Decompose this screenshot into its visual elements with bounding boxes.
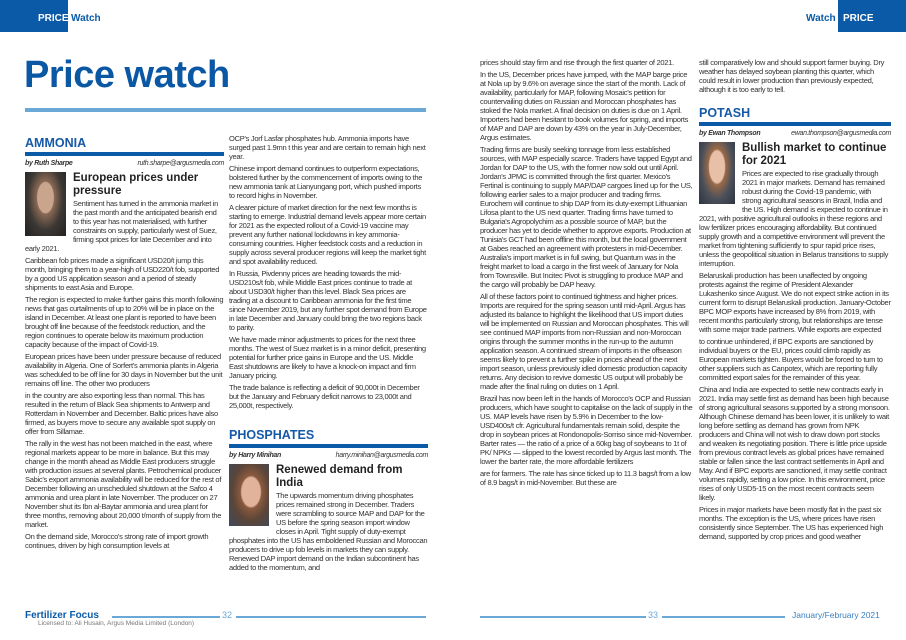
- page-title: Price watch: [24, 54, 230, 96]
- section-heading-phosphates: PHOSPHATES: [229, 428, 315, 442]
- footer-rule: [236, 616, 426, 618]
- author: by Harry Minihan: [229, 452, 281, 459]
- header-price-label-left: PRICE: [38, 13, 69, 24]
- author-photo: [25, 172, 66, 236]
- header-price-label-right: PRICE: [843, 13, 874, 24]
- paragraph: prices should stay firm and rise through the first quarter of 2021.: [480, 58, 674, 67]
- title-rule: [25, 108, 426, 112]
- footer-rule: [112, 616, 220, 618]
- paragraph: Sentiment has turned in the ammonia market in the past month and the anticipated bearish end to this year has not materialised, with further constraints on supply, particularly west of Suez, firming spot prices for late December and into early 2021.: [25, 199, 219, 253]
- issue-date: January/February 2021: [792, 610, 880, 620]
- section-heading-ammonia: AMMONIA: [25, 136, 87, 150]
- column-1: [25, 136, 224, 553]
- page-number-left: 32: [222, 610, 233, 620]
- author-photo: [699, 142, 735, 204]
- paragraph: A clearer picture of market direction for the next few months is starting to emerge. Industrial demand levels appear more certain for 2021 as the expected rollout of a Covid-19 vaccine may prevent any further national lockdowns in key ammonia-consuming countries. Higher feedstock costs and a reduction in supply across several producer regions will keep the market tight and spot availability reduced.: [229, 203, 426, 266]
- byline: [699, 129, 891, 138]
- magazine-name: Fertilizer Focus: [25, 610, 99, 621]
- footer-rule: [662, 616, 785, 618]
- paragraph: still comparatively low and should support farmer buying. Dry weather has delayed soybean planting this quarter, which could result in lower production than previously expected, although it is too early to tell.: [699, 58, 885, 94]
- paragraph: The region is expected to make further gains this month following news that gas curtailments of up to 20% will be in place on the island in December. At least one plant is reported to have been brought off line because of the feedstock reduction, and the region continues to operate below its maximum production capacity because of the impact of Covid-19.: [25, 295, 224, 349]
- paragraph: to continue unhindered, if BPC exports are sanctioned by individual buyers or the EU, prices could climb rapidly as European markets tighten. Buyers would be forced to turn to other suppliers such as Canpotex, which are reporting fully committed export sales for the remainder of this year.: [699, 337, 883, 382]
- paragraph: in the country are also exporting less than normal. This has resulted in the return of Black Sea shipments to Antwerp and Rotterdam in November and December. Baltic prices have also firmed, as buyers move to secure any available spot supply on offer from Sillamae.: [25, 391, 218, 436]
- section-heading-potash: POTASH: [699, 106, 751, 120]
- paragraph: We have made minor adjustments to prices for the next three months. The west of Suez market is in a minor deficit, presenting potential for further price gains in Europe and the US. Middle East shutdowns are likely to have a knock-on impact and firm January pricing.: [229, 335, 426, 380]
- license-note: Licensed to: Ali Husain, Argus Media Limited (London): [38, 620, 195, 627]
- paragraph: European prices have been under pressure because of reduced availability in Algeria. One of Sorfert's ammonia plants in Algeria was scheduled to be off line for 30 days in November but the unit remains off line. The other two producers: [25, 352, 223, 388]
- paragraph: are for farmers. The rate has since ticked up to 11.3 bags/t from a low of 8.9 bags/t in mid-November. But these are: [480, 469, 691, 487]
- paragraph: Chinese import demand continues to outperform expectations, bolstered further by the commencement of imports owing to the new ammonia tank at Lianyungang port, which pushed imports to record highs in November.: [229, 164, 423, 200]
- paragraph: Brazil has now been left in the hands of Morocco's OCP and Russian producers, which have sought to capitalise on the lack of supply in the US. MAP levels have risen by 5.9% in December to the low-USD400s/t cfr. Agricultural fundamentals remain solid, despite the drop in soybean prices at Rondonopolis-Sorriso since mid-November. Barter rates — the ratio of a price of a 60kg bag of soybeans to 1t of PK/ NPKs — slipped to the lowest recorded by Argus last month. The lower the barter rate, the more affordable fertilizers: [480, 394, 693, 466]
- paragraph: Trading firms are busily seeking tonnage from less established sources, with MAP especially scarce. Traders have tapped Egypt and Jordan for DAP to the US, with the former now sold out until April. Jordan's JPMC is committed through the first quarter. Mexico's Fertinal is continuing to supply MAP/DAP cargoes lined up for the US, following earlier sales to a major producer and trading firms. Eurochem will continue to ship DAP from its duty-exempt Lithuanian Lifosa plant to the US next quarter. Trading firms have turned to Bulgaria's Agropolychim as a possible source of MAP, but the producer has yet to decide whether to approve exports. Production at Tunisia's GCT had been offline this month, but the local government at Gabes reached an agreement with protesters in mid-December. Australia's import market is in full swing, but Quantum was in the freight market to load a cargo in the first week of January for Nola from Townsville. But Incitec Pivot is struggling to produce MAP and the cargo will probably be DAP heavy.: [480, 145, 693, 289]
- article-headline: Renewed demand from India: [276, 464, 403, 489]
- phosphates-section: [229, 428, 428, 575]
- paragraph: All of these factors point to continued tightness and higher prices. Imports are required for the spring season until mid-April. Argus has adjusted its balance to highlight the likelihood that US import duties will be implemented on Russian and Moroccan phosphates. This will see continued MAP imports from non-Russian and non-Moroccan origins through the summer months in the run-up to the autumn application season. A continued stream of imports in the offseason seems likely to prevent a further spike in prices ahead of the next import season, unless previously idled domestic production capacity returns. Any decision to revive domestic US output will probably be made after the final ruling on duties on 1 April.: [480, 292, 689, 391]
- author: by Ewan Thompson: [699, 130, 761, 137]
- section-bar: [25, 152, 224, 156]
- page-number-right: 33: [648, 610, 659, 620]
- byline: [25, 159, 224, 168]
- section-bar: [699, 122, 891, 126]
- paragraph: Belaruskali production has been unaffected by ongoing protests against the regime of President Alexander Lukashenko since August. We do not expect strike action in its current form to disrupt Belaruskali production. January-October BPC MOP exports have increased by 8% from 2019, with recent months particularly strong, but relationships are tense with some major trade partners. While exports are expected: [699, 271, 891, 334]
- header-watch-label-right: Watch: [806, 13, 836, 24]
- paragraph: Prices are expected to rise gradually through 2021 in major markets. Demand has remained robust during the Covid-19 pandemic, with strong agricultural seasons in Brazil, India and the US. High demand is expected to continue in 2021, with positive agricultural outlooks in these regions and low fertilizer prices encouraging affordability. But continued supply growth and a competitive environment will prevent the market from tightening sufficiently to spur rapid price rises, unless the geopolitical situation in Belarus transitions to supply interruption.: [699, 169, 889, 268]
- section-bar: [229, 444, 428, 448]
- column-3: [480, 58, 693, 490]
- column-2: [229, 134, 428, 413]
- column-4: [699, 58, 891, 544]
- paragraph: Prices in major markets have been mostly flat in the past six months. The exception is the US, where prices have risen consistently since September. The US has experienced high demand, supported by crop prices and good weather: [699, 505, 884, 541]
- author-email[interactable]: ruth.sharpe@argusmedia.com: [137, 160, 224, 167]
- paragraph: The trade balance is reflecting a deficit of 90,000t in December but the January and February deficit narrows to 23,000t and 25,000t, respectively.: [229, 383, 420, 410]
- paragraph: OCP's Jorf Lasfar phosphates hub. Ammonia imports have surged past 1.9mn t this year and are certain to remain high next year.: [229, 134, 426, 161]
- header-watch-label-left: Watch: [71, 13, 101, 24]
- paragraph: On the demand side, Morocco's strong rate of import growth continues, driven by high consumption levels at: [25, 532, 209, 550]
- author-photo: [229, 464, 269, 526]
- article-headline: Bullish market to continue for 2021: [742, 142, 887, 167]
- paragraph: The rally in the west has not been matched in the east, where regional markets appear to be more in balance. But this may change in the month ahead as Middle East producers struggle with production issues at several plants. Petrochemical producer Sabic's export ammonia availability will be reduced for the rest of December following an unscheduled shutdown at the Safco 4 ammonia and urea plant in late November. The producer on 27 November shut its Ibn al-Baytar ammonia and urea plant for three months, removing about 20,000 t/month of supply from the market.: [25, 439, 222, 529]
- paragraph: In Russia, Pivdenny prices are heading towards the mid-USD210s/t fob, while Middle East prices continue to trade at about USD30/t higher than this level. Black Sea prices are trading at a discount to Caribbean ammonia for the first time since November 2019, but any further spot demand from Europe in late December and January could bring the two regions back to parity.: [229, 269, 427, 332]
- byline: [229, 451, 428, 460]
- paragraph: Caribbean fob prices made a significant USD20/t jump this month, bringing them to a year-high of USD220/t fob, supported by a good US application season and a period of steady shipments to east Asia and Europe.: [25, 256, 220, 292]
- author: by Ruth Sharpe: [25, 160, 73, 167]
- author-email[interactable]: ewan.thompson@argusmedia.com: [791, 130, 891, 137]
- footer-rule: [480, 616, 646, 618]
- article-headline: European prices under pressure: [73, 172, 199, 197]
- paragraph: In the US, December prices have jumped, with the MAP barge price at Nola up by 9.6% on average since the start of the month. Lack of availability, particularly for MAP, following Mosaic's petition for countervailing duties on Russian and Moroccan phosphates has stoked the Nola market. A final decision on duties is due on 1 April. Importers had been hesitant to book volumes for spring, and imports of MAP and DAP are down by 43% on the year in July-December, Argus estimates.: [480, 70, 689, 142]
- paragraph: China and India are expected to settle new contracts early in 2021. India may settle first as demand has been high because of strong agricultural seasons supported by a strong monsoon. Although Chinese demand has been lower, it is unlikely to wait long before settling as demand has grown from NPK producers and China will not wish to draw down port stocks and weaken its negotiating position. There is little price upside from previous contract levels as global prices have remained stable or fallen since the last contract settlements in April and May. And if BPC exports are sanctioned, it may settle contract volumes rapidly, setting a low price. In this environment, price rises of only USD5-15 on the most recent contracts seem likely.: [699, 385, 890, 502]
- author-email[interactable]: harry.minihan@argusmedia.com: [335, 452, 428, 459]
- paragraph: The upwards momentum driving phosphates prices remained strong in December. Traders were scrambling to source MAP and DAP for the US before the spring season import window closes in April. Tight supply of duty-exempt phosphates into the US has emboldened Russian and Moroccan producers to drive up fob levels in markets they can supply. Renewed DAP import demand on the Indian subcontinent has added to the momentum, and: [229, 491, 428, 572]
